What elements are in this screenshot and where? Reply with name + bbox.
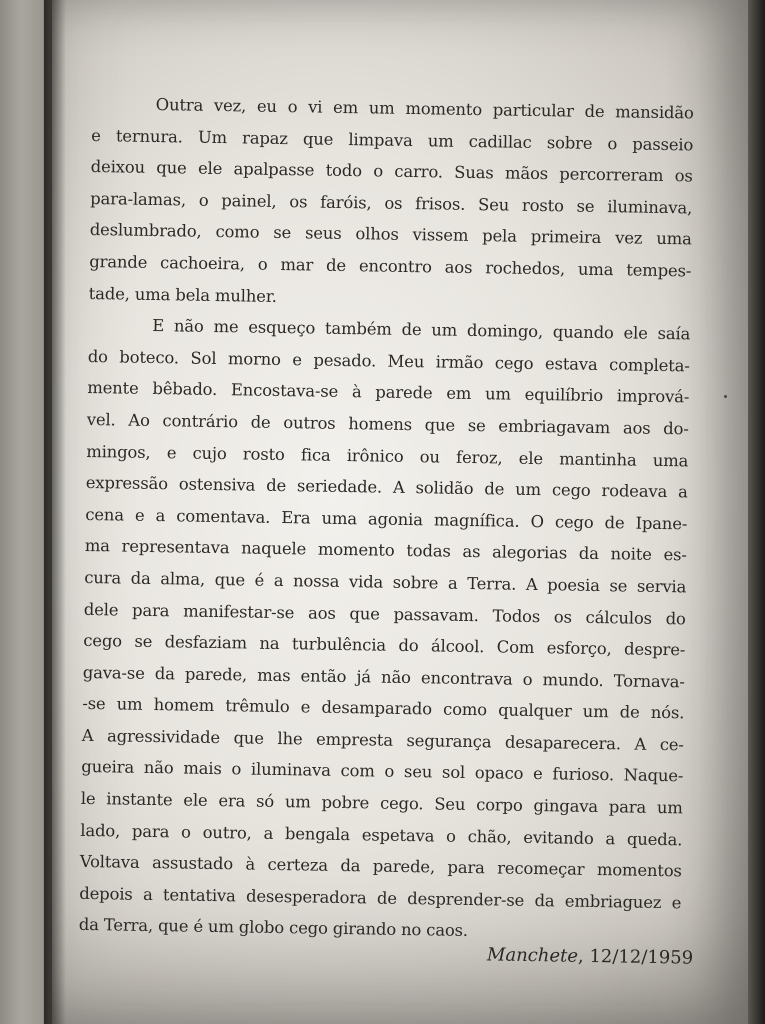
text-line: cena e a comentava. Era uma agonia magnífica. O cego de Ipane- [85, 504, 688, 534]
text-line: deslumbrado, como se seus olhos vissem pela primeira vez uma [89, 220, 692, 249]
text-line: Voltava assustado à certeza da parede, para recomeçar momentos [79, 852, 682, 881]
text-line: le instante ele era só um pobre cego. Seu corpo gingava para um [80, 788, 683, 818]
spine-shadow [44, 0, 66, 1024]
paragraph-1 [89, 88, 694, 319]
page-text [79, 88, 694, 950]
text-line: cura da alma, que é a nossa vida sobre a Terra. A poesia se servia [84, 567, 687, 597]
text-line: vel. Ao contrário de outros homens que se embriagavam aos do- [86, 409, 689, 439]
text-line: E não me esqueço também de um domingo, quando ele saía [152, 316, 691, 344]
text-line: -se um homem trêmulo e desamparado como qualquer um de nós. [82, 694, 685, 723]
text-line: gava-se da parede, mas então já não encontrava o mundo. Tornava- [82, 662, 685, 692]
paragraph-2 [79, 309, 691, 950]
source-citation [487, 944, 693, 968]
text-line: gueira não mais o iluminava com o seu sol opaco e furioso. Naque- [81, 757, 684, 786]
text-line: mingos, e cujo rosto fica irônico ou feroz, ele mantinha uma [86, 441, 689, 470]
text-line: mente bêbado. Encostava-se à parede em um equilíbrio imprová- [87, 378, 690, 407]
right-page-edge [748, 0, 765, 1024]
publication-date: , 12/12/1959 [577, 945, 694, 969]
text-line: cego se desfaziam na turbulência do álcool. Com esforço, despre- [83, 631, 686, 660]
text-line: do boteco. Sol morno e pesado. Meu irmão cego estava completa- [87, 346, 690, 376]
text-line: expressão ostensiva de seriedade. A solidão de um cego rodeava a [85, 473, 688, 502]
publication-name: Manchete [486, 944, 579, 967]
page-speck [724, 395, 727, 398]
text-line: Outra vez, eu o vi em um momento particular de mansidão [155, 95, 694, 123]
text-line: grande cachoeira, o mar de encontro aos rochedos, uma tempes- [89, 251, 692, 281]
text-line: deixou que ele apalpasse todo o carro. Suas mãos percorreram os [90, 157, 693, 186]
text-line: lado, para o outro, a bengala espetava o chão, evitando a queda. [80, 820, 683, 850]
text-line: depois a tentativa desesperadora de desprender-se da embriaguez e [79, 883, 682, 913]
text-line: para-lamas, o painel, os faróis, os frisos. Seu rosto se iluminava, [90, 188, 693, 218]
text-line: e ternura. Um rapaz que limpava um cadillac sobre o passeio [91, 125, 694, 155]
text-line: A agressividade que lhe empresta segurança desaparecera. A ce- [81, 725, 684, 755]
text-line: da Terra, que é um globo cego girando no caos. [78, 915, 469, 941]
text-line: dele para manifestar-se aos que passavam. Todos os cálculos do [83, 599, 686, 628]
text-line: ma representava naquele momento todas as alegorias da noite es- [84, 536, 687, 565]
text-line: tade, uma bela mulher. [88, 283, 277, 306]
